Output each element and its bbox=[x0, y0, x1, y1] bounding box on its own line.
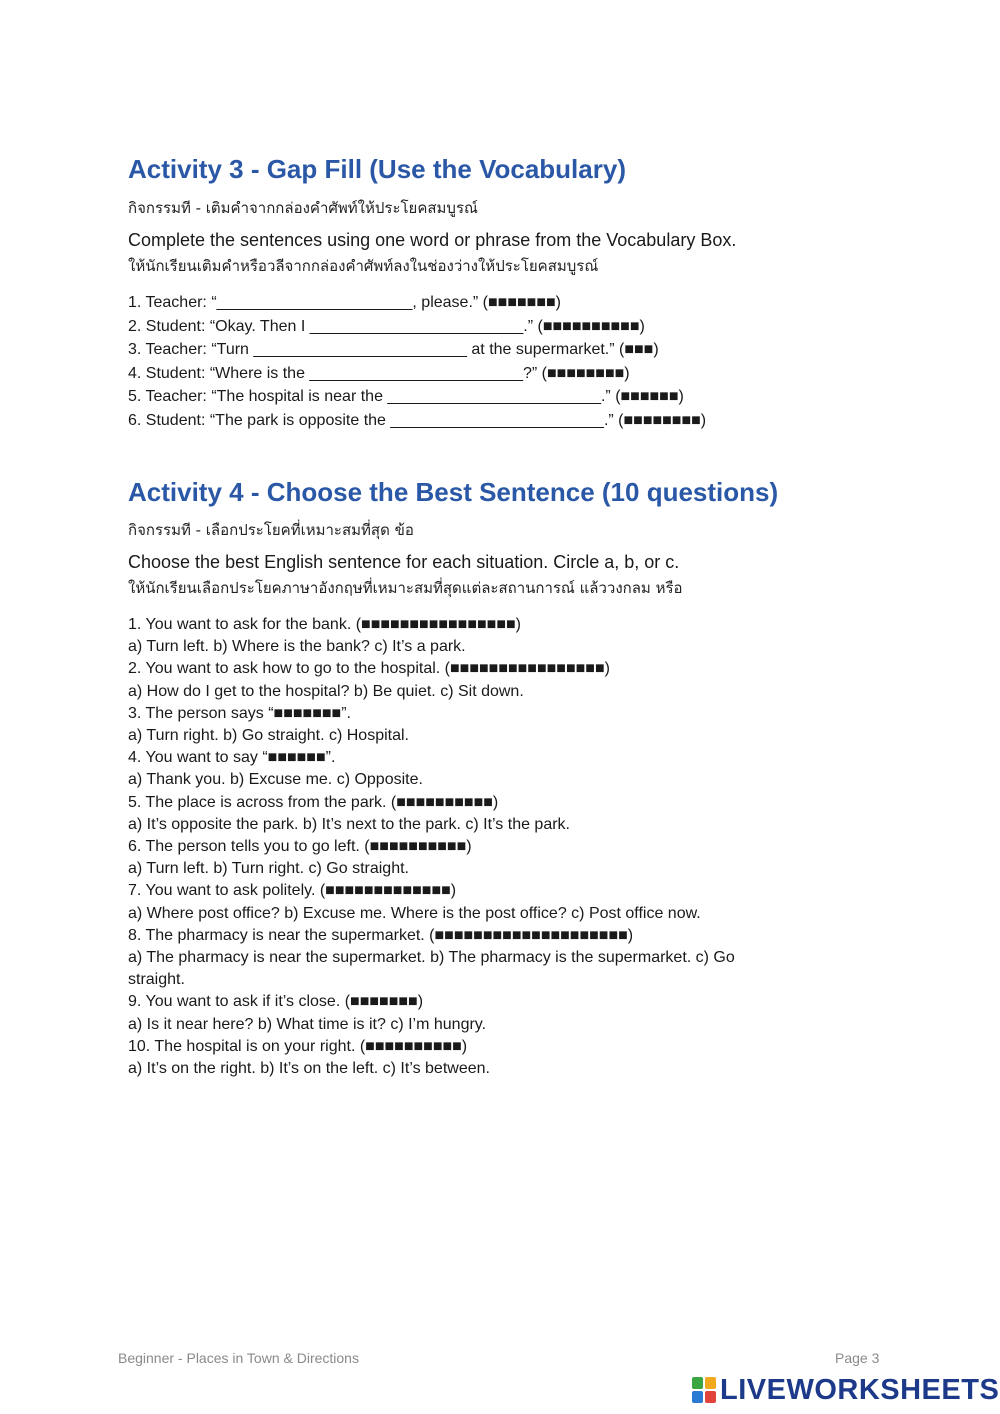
question-line: 2. You want to ask how to go to the hospital. (■■■■■■■■■■■■■■■■) bbox=[128, 660, 610, 678]
gap-fill-item: 1. Teacher: “______________________, please.” (■■■■■■■) bbox=[128, 294, 561, 311]
activity4-instruction-thai: ให้นักเรียนเลือกประโยคภาษาอังกฤษที่เหมาะสมที่สุดแต่ละสถานการณ์ แล้ววงกลม หรือ bbox=[128, 579, 683, 597]
question-line: 5. The place is across from the park. (■■■■■■■■■■) bbox=[128, 793, 499, 811]
question-line: 8. The pharmacy is near the supermarket. (■■■■■■■■■■■■■■■■■■■■) bbox=[128, 926, 634, 944]
activity3-instruction-thai: ให้นักเรียนเติมคำหรือวลีจากกล่องคำศัพท์ลงในช่องว่างให้ประโยคสมบูรณ์ bbox=[128, 257, 599, 275]
gap-fill-item: 2. Student: “Okay. Then I ________________________.” (■■■■■■■■■■) bbox=[128, 317, 645, 335]
answer-options: a) How do I get to the hospital? b) Be quiet. c) Sit down. bbox=[128, 682, 524, 700]
logo-square-orange bbox=[705, 1377, 716, 1389]
question-line: 7. You want to ask politely. (■■■■■■■■■■■■■) bbox=[128, 882, 457, 900]
activity3-title: Activity 3 - Gap Fill (Use the Vocabulary) bbox=[128, 154, 626, 184]
answer-options: a) Turn left. b) Where is the bank? c) It’s a park. bbox=[128, 638, 466, 656]
footer-title: Beginner - Places in Town & Directions bbox=[118, 1350, 359, 1366]
liveworksheets-logo-text: LIVEWORKSHEETS bbox=[720, 1373, 1000, 1406]
question-line: 3. The person says “■■■■■■■”. bbox=[128, 704, 351, 722]
answer-options: a) The pharmacy is near the supermarket. b) The pharmacy is the supermarket. c) Go bbox=[128, 949, 735, 967]
logo-square-green bbox=[692, 1377, 703, 1389]
activity4-title: Activity 4 - Choose the Best Sentence (10 questions) bbox=[128, 477, 779, 507]
question-line: 10. The hospital is on your right. (■■■■■■■■■■) bbox=[128, 1037, 468, 1055]
question-line: 6. The person tells you to go left. (■■■■■■■■■■) bbox=[128, 838, 472, 856]
answer-options: a) Turn left. b) Turn right. c) Go straight. bbox=[128, 860, 409, 878]
activity3-thai-subtitle: กิจกรรมที - เติมคำจากกล่องคำศัพท์ให้ประโยคสมบูรณ์ bbox=[128, 199, 478, 217]
question-line: 9. You want to ask if it’s close. (■■■■■■■) bbox=[128, 993, 424, 1011]
answer-options: a) It’s opposite the park. b) It’s next to the park. c) It’s the park. bbox=[128, 815, 570, 833]
gap-fill-item: 6. Student: “The park is opposite the ________________________.” (■■■■■■■■) bbox=[128, 411, 707, 429]
answer-options: a) Thank you. b) Excuse me. c) Opposite. bbox=[128, 771, 423, 789]
answer-options: a) Turn right. b) Go straight. c) Hospital. bbox=[128, 727, 409, 745]
gap-fill-item: 5. Teacher: “The hospital is near the ________________________.” (■■■■■■) bbox=[128, 388, 684, 406]
activity4-thai-subtitle: กิจกรรมที - เลือกประโยคที่เหมาะสมที่สุด ข้อ bbox=[128, 521, 414, 539]
logo-square-blue bbox=[692, 1391, 703, 1403]
question-line: 1. You want to ask for the bank. (■■■■■■■■■■■■■■■■) bbox=[128, 616, 521, 633]
answer-options: a) It’s on the right. b) It’s on the left. c) It’s between. bbox=[128, 1060, 490, 1078]
liveworksheets-logo bbox=[692, 1374, 999, 1406]
logo-square-red bbox=[705, 1391, 716, 1403]
footer-page-number: Page 3 bbox=[835, 1350, 880, 1366]
answer-options: a) Is it near here? b) What time is it? c) I’m hungry. bbox=[128, 1015, 487, 1033]
activity4-instruction: Choose the best English sentence for each situation. Circle a, b, or c. bbox=[128, 552, 680, 572]
question-line: 4. You want to say “■■■■■■”. bbox=[128, 749, 336, 767]
activity3-items bbox=[128, 291, 706, 433]
activity4-questions bbox=[128, 614, 735, 1080]
gap-fill-item: 4. Student: “Where is the ________________________?” (■■■■■■■■) bbox=[128, 364, 630, 382]
gap-fill-item: 3. Teacher: “Turn ________________________ at the supermarket.” (■■■) bbox=[128, 341, 659, 359]
activity3-instruction: Complete the sentences using one word or phrase from the Vocabulary Box. bbox=[128, 230, 737, 250]
answer-options-continued: straight. bbox=[128, 971, 185, 989]
answer-options: a) Where post office? b) Excuse me. Where is the post office? c) Post office now. bbox=[128, 904, 701, 922]
liveworksheets-logo-icon bbox=[692, 1377, 716, 1403]
